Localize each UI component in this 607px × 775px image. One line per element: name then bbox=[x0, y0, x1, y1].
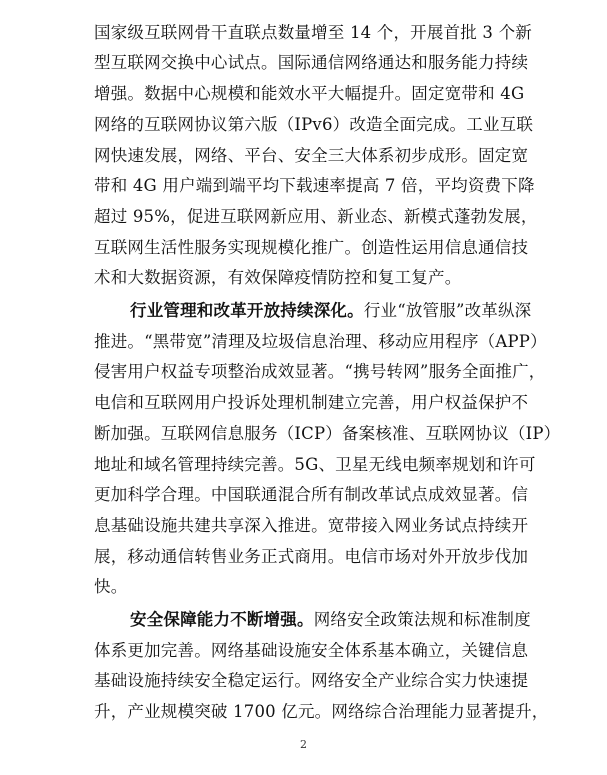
paragraph-line: 国家级互联网骨干直联点数量增至 14 个，开展首批 3 个新 bbox=[94, 23, 532, 42]
paragraph-line: 型互联网交换中心试点。国际通信网络通达和服务能力持续 bbox=[94, 53, 529, 72]
section-heading-security: 安全保障能力不断增强。 bbox=[130, 610, 314, 629]
paragraph-line: 增强。数据中心规模和能效水平大幅提升。固定宽带和 4G bbox=[94, 84, 525, 103]
paragraph-line: 带和 4G 用户端到端平均下载速率提高 7 倍，平均资费下降 bbox=[94, 176, 535, 195]
paragraph-line: 地址和域名管理持续完善。5G、卫星无线电频率规划和许可 bbox=[94, 455, 536, 474]
paragraph-first-line-text: 网络安全政策法规和标准制度 bbox=[313, 610, 531, 629]
paragraph-line: 超过 95%，促进互联网新应用、新业态、新模式蓬勃发展， bbox=[94, 207, 538, 226]
paragraph-first-line bbox=[130, 296, 534, 326]
paragraph-line: 电信和互联网用户投诉处理机制建立完善，用户权益保护不 bbox=[94, 393, 529, 412]
section-heading-industry: 行业管理和改革开放持续深化。 bbox=[130, 301, 364, 320]
paragraph-line: 展，移动通信转售业务正式商用。电信市场对外开放步伐加 bbox=[94, 547, 529, 566]
paragraph-line: 息基础设施共建共享深入推进。宽带接入网业务试点持续开 bbox=[94, 516, 529, 535]
paragraph-line: 升，产业规模突破 1700 亿元。网络综合治理能力显著提升， bbox=[94, 702, 549, 721]
page-number: 2 bbox=[300, 738, 307, 751]
paragraph-line: 快。 bbox=[94, 577, 128, 596]
paragraph-first-line bbox=[130, 605, 534, 635]
paragraph-line: 侵害用户权益专项整治成效显著。“携号转网”服务全面推广， bbox=[94, 362, 546, 381]
paragraph-line: 术和大数据资源，有效保障疫情防控和复工复产。 bbox=[94, 268, 462, 287]
paragraph-line: 网快速发展，网络、平台、安全三大体系初步成形。固定宽 bbox=[94, 146, 529, 165]
paragraph-line: 更加科学合理。中国联通混合所有制改革试点成效显著。信 bbox=[94, 485, 529, 504]
paragraph-line: 推进。“黑带宽”清理及垃圾信息治理、移动应用程序（APP） bbox=[94, 332, 547, 351]
paragraph-line: 体系更加完善。网络基础设施安全体系基本确立，关键信息 bbox=[94, 641, 529, 660]
paragraph-line: 网络的互联网协议第六版（IPv6）改造全面完成。工业互联 bbox=[94, 115, 534, 134]
paragraph-line: 断加强。互联网信息服务（ICP）备案核准、互联网协议（IP） bbox=[94, 424, 561, 443]
paragraph-line: 互联网生活性服务实现规模化推广。创造性运用信息通信技 bbox=[94, 238, 529, 257]
paragraph-first-line-text: 行业“放管服”改革纵深 bbox=[363, 301, 532, 320]
paragraph-line: 基础设施持续安全稳定运行。网络安全产业综合实力快速提 bbox=[94, 671, 529, 690]
